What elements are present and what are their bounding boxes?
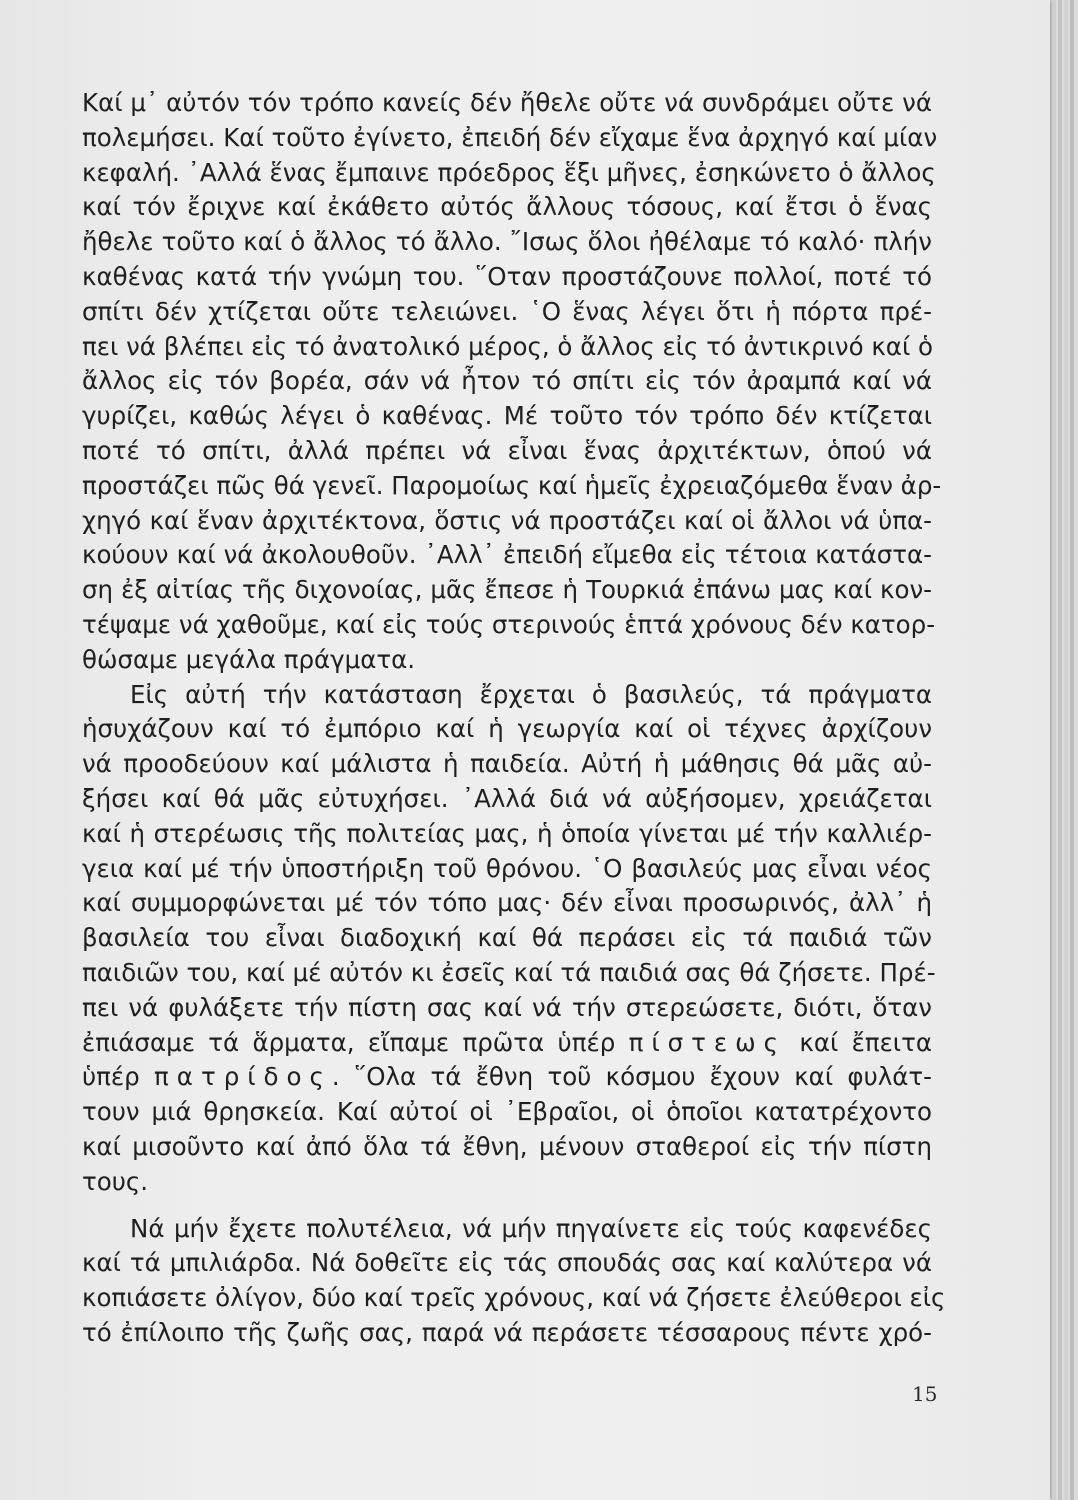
text-line: καί συμμορφώνεται μέ τόν τόπο μας· δέν εἶναι προσωρινός, ἀλλ᾽ ἡ — [82, 888, 932, 918]
paragraph-gap — [82, 1200, 932, 1212]
text-line: Καί μ᾽ αὐτόν τόν τρόπο κανείς δέν ἤθελε οὔτε νά συνδράμει οὔτε νά — [82, 88, 932, 117]
text-line: γυρίζει, καθώς λέγει ὁ καθένας. Μέ τοῦτο τόν τρόπο δέν κτίζεται — [82, 401, 932, 431]
text-segment: ἐπιάσαμε τά ἅρματα, εἴπαμε πρῶτα ὑπέρ — [82, 1027, 616, 1057]
page-edge — [1058, 0, 1062, 1500]
text-line: χηγό καί ἕναν ἀρχιτέκτονα, ὅστις νά προστάζει καί οἱ ἄλλοι νά ὑπα- — [82, 505, 932, 535]
text-line: τους. — [82, 1166, 149, 1196]
body-text — [82, 86, 946, 1351]
page-edge — [1064, 0, 1068, 1500]
paragraph-1 — [82, 86, 942, 678]
text-segment: . ῞Ολα τά ἔθνη τοῦ κόσμου ἔχουν καί φυλάτ- — [331, 1062, 932, 1092]
paragraph-2 — [82, 678, 936, 1200]
page-edge — [1070, 0, 1074, 1500]
text-line — [82, 1060, 932, 1095]
text-line: παιδιῶν του, καί μέ αὐτόν κι ἐσεῖς καί τά παιδιά σας θά ζήσετε. Πρέ- — [82, 957, 936, 987]
text-line: τό ἐπίλοιπο τῆς ζωῆς σας, παρά νά περάσετε τέσσαρους πέντε χρό- — [82, 1317, 932, 1347]
text-line: ἤθελε τοῦτο καί ὁ ἄλλος τό ἄλλο. ῎Ισως ὅλοι ἠθέλαμε τό καλό· πλήν — [82, 227, 932, 257]
text-line: θώσαμε μεγάλα πράγματα. — [82, 644, 416, 674]
text-line: βασιλεία του εἶναι διαδοχική καί θά περάσει εἰς τά παιδιά τῶν — [82, 923, 932, 953]
text-line: ἡσυχάζουν καί τό ἐμπόριο καί ἡ γεωργία καί οἱ τέχνες ἀρχίζουν — [82, 714, 932, 744]
text-line: πει νά φυλάξετε τήν πίστη σας καί νά τήν στερεώσετε, διότι, ὅταν — [82, 992, 932, 1022]
text-line: κούουν καί νά ἀκολουθοῦν. ᾽Αλλ᾽ ἐπειδή εἴμεθα εἰς τέτοια κατάστα- — [82, 540, 932, 570]
emphasis-spaced: πατρίδος — [154, 1062, 332, 1092]
page-number: 15 — [912, 1382, 938, 1406]
text-line: ξήσει καί θά μᾶς εὐτυχήσει. ᾽Αλλά διά νά αὐξήσομεν, χρειάζεται — [82, 783, 932, 813]
text-line: ποτέ τό σπίτι, ἀλλά πρέπει νά εἶναι ἕνας ἀρχιτέκτων, ὁπού νά — [82, 435, 932, 465]
text-line: Νά μήν ἔχετε πολυτέλεια, νά μήν πηγαίνετε εἰς τούς καφενέδες — [130, 1213, 932, 1243]
text-line: πει νά βλέπει εἰς τό ἀνατολικό μέρος, ὁ ἄλλος εἰς τό ἀντικρινό καί ὁ — [82, 331, 934, 361]
text-segment: ὑπέρ — [82, 1062, 140, 1092]
text-line: Εἰς αὐτή τήν κατάσταση ἔρχεται ὁ βασιλεύς, τά πράγματα — [130, 679, 932, 709]
text-line: τέψαμε νά χαθοῦμε, καί εἰς τούς στερινούς ἑπτά χρόνους δέν κατορ- — [82, 609, 936, 639]
text-line: νά προοδεύουν καί μάλιστα ἡ παιδεία. Αὐτή ἡ μάθησις θά μᾶς αὐ- — [82, 749, 932, 779]
text-line: καί τά μπιλιάρδα. Νά δοθεῖτε εἰς τάς σπουδάς σας καί καλύτερα νά — [82, 1248, 932, 1278]
text-line: σπίτι δέν χτίζεται οὔτε τελειώνει. ῾Ο ἕνας λέγει ὅτι ἡ πόρτα πρέ- — [82, 296, 932, 326]
text-line: πολεμήσει. Καί τοῦτο ἐγίνετο, ἐπειδή δέν εἴχαμε ἕνα ἀρχηγό καί μίαν — [82, 122, 938, 152]
text-line: κοπιάσετε ὀλίγον, δύο καί τρεῖς χρόνους, καί νά ζήσετε ἐλεύθεροι εἰς — [82, 1283, 946, 1313]
text-line: καί ἡ στερέωσις τῆς πολιτείας μας, ἡ ὁποία γίνεται μέ τήν καλλιέρ- — [82, 818, 932, 848]
text-segment: καί ἔπειτα — [799, 1027, 932, 1057]
text-line: ἄλλος εἰς τόν βορέα, σάν νά ἦτον τό σπίτι εἰς τόν ἀραμπά καί νά — [82, 366, 932, 396]
emphasis-spaced: πίστεως — [628, 1027, 787, 1057]
text-line: κεφαλή. ᾽Αλλά ἕνας ἔμπαινε πρόεδρος ἕξι μῆνες, ἐσηκώνετο ὁ ἄλλος — [82, 157, 936, 187]
text-line: ση ἐξ αἰτίας τῆς διχονοίας, μᾶς ἔπεσε ἡ Τουρκιά ἐπάνω μας καί κον- — [82, 575, 932, 605]
paragraph-3 — [82, 1212, 946, 1351]
text-line: προστάζει πῶς θά γενεῖ. Παρομοίως καί ἡμεῖς ἐχρειαζόμεθα ἕναν ἀρ- — [82, 470, 942, 500]
text-line — [82, 1026, 932, 1061]
text-line: γεια καί μέ τήν ὑποστήριξη τοῦ θρόνου. ῾Ο βασιλεύς μας εἶναι νέος — [82, 853, 932, 883]
text-line: καθένας κατά τήν γνώμη του. ῞Οταν προστάζουνε πολλοί, ποτέ τό — [82, 261, 932, 291]
text-line: τουν μιά θρησκεία. Καί αὐτοί οἱ ᾽Εβραῖοι, οἱ ὁποῖοι κατατρέχοντο — [82, 1097, 932, 1127]
page-edge — [1052, 0, 1056, 1500]
text-line: καί τόν ἔριχνε καί ἐκάθετο αὐτός ἄλλους τόσους, καί ἔτσι ὁ ἕνας — [82, 192, 932, 222]
text-line: καί μισοῦντο καί ἀπό ὅλα τά ἔθνη, μένουν σταθεροί εἰς τήν πίστη — [82, 1131, 932, 1161]
